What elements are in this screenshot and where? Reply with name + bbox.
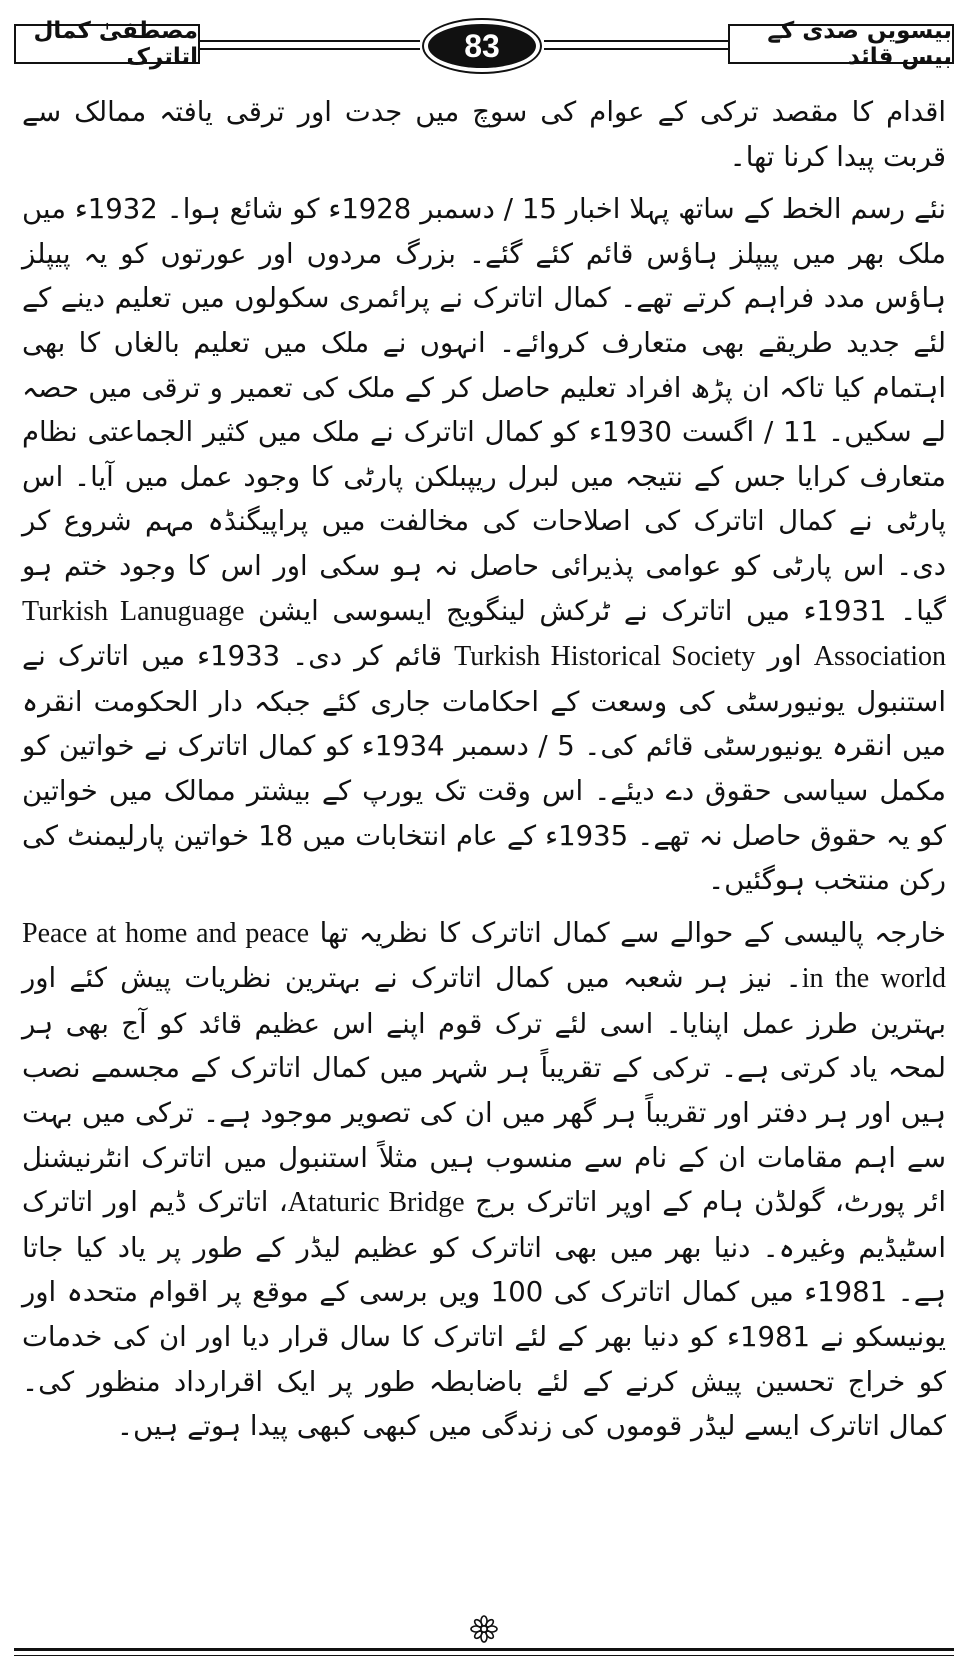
flower-ornament-icon [469, 1614, 499, 1644]
header-rule-left-bottom [200, 48, 420, 50]
book-title: بیسویں صدی کے بیس قائد [728, 24, 954, 64]
header-rule-right-bottom [544, 48, 728, 50]
text-segment: قائم کر دی۔ 1933ء میں اتاترک نے استنبول یونیورسٹی کی وسعت کے احکامات جاری کئے جبکہ دار الحکومت انقرہ میں انقرہ یونیورسٹی قائم کی۔ 5 / دسمبر 1934ء کو کمال اتاترک نے خواتین کو مکمل سیاسی حقوق دے دیئے۔ اس وقت تک یورپ کے بیشتر ممالک میں خواتین کو یہ حقوق حاصل نہ تھے۔ 1935ء کے عام انتخابات میں 18 خواتین پارلیمنٹ کی رکن منتخب ہوگئیں۔ [22, 640, 946, 897]
text-segment: نئے رسم الخط کے ساتھ پہلا اخبار 15 / دسمبر 1928ء کو شائع ہوا۔ 1932ء میں ملک بھر میں پیپلز ہاؤس قائم کئے گئے۔ بزرگ مردوں اور عورتوں کو یہ پیپلز ہاؤس مدد فراہم کرتے تھے۔ کمال اتاترک نے پرائمری سکولوں میں تعلیم دینے کے لئے جدید طریقے بھی متعارف کروائے۔ انہوں نے ملک میں تعلیم بالغاں کا بھی اہتمام کیا تاکہ ان پڑھ افراد تعلیم حاصل کر کے ملک کی تعمیر و ترقی میں حصہ لے سکیں۔ 11 / اگست 1930ء کو کمال اتاترک نے ملک میں کثیر الجماعتی نظام متعارف کرایا جس کے نتیجہ میں لبرل ریپبلکن پارٹی کا وجود عمل میں آیا۔ اس پارٹی نے کمال اتاترک کی اصلاحات کی مخالفت میں پراپیگنڈہ مہم شروع کر دی۔ اس پارٹی کو عوامی پذیرائی حاصل نہ ہو سکی اور اس کا وجود ختم ہو گیا۔ 1931ء میں اتاترک نے ٹرکش لینگویج ایسوسی ایشن [22, 193, 947, 627]
english-term: Ataturic Bridge [287, 1187, 465, 1219]
paragraph [22, 187, 946, 903]
footer-rule-thin [14, 1655, 954, 1656]
chapter-title: مصطفیٰ کمال اتاترک [14, 24, 200, 64]
header-rule-right-top [544, 40, 728, 42]
footer-rule-thick [14, 1648, 954, 1651]
text-segment: اقدام کا مقصد ترکی کے عوام کی سوچ میں جدت اور ترقی یافتہ ممالک سے قربت پیدا کرنا تھا۔ [22, 96, 946, 173]
text-segment: ۔ نیز ہر شعبہ میں کمال اتاترک نے بہترین نظریات پیش کئے اور بہترین طرز عمل اپنایا۔ اسی لئے ترک قوم اپنے اس عظیم قائد کو آج بھی ہر لمحہ یاد کرتی ہے۔ ترکی کے تقریباً ہر شہر میں کمال اتاترک کے مجسمے نصب ہیں اور ہر دفتر اور تقریباً ہر گھر میں ان کی تصویر موجود ہے۔ ترکی میں بہت سے اہم مقامات ان کے نام سے منسوب ہیں مثلاً استنبول میں اتاترک انٹرنیشنل ائر پورٹ، گولڈن ہام کے اوپر اتاترک برج [22, 962, 946, 1219]
body-text [22, 90, 946, 1449]
text-segment: اور [755, 640, 814, 673]
english-term: Turkish Lanuguage Association [22, 595, 946, 673]
text-segment: ، اتاترک ڈیم اور اتاترک اسٹیڈیم وغیرہ۔ دنیا بھر میں بھی اتاترک کو عظیم لیڈر کے طور پر یاد کیا جاتا ہے۔ 1981ء میں کمال اتاترک کی 100 ویں برسی کے موقع پر اقوام متحدہ اور یونیسکو نے 1981ء کو دنیا بھر کے لئے اتاترک کا سال قرار دیا اور ان کی خدمات کو خراج تحسین پیش کرنے کے لئے باضابطہ طور پر ایک اقرارداد منظور کی۔ کمال اتاترک ایسے لیڈر قوموں کی زندگی میں کبھی کبھی پیدا ہوتے ہیں۔ [22, 1186, 946, 1443]
page-number: 83 [420, 20, 544, 72]
english-term: Turkish Historical Society [454, 641, 756, 673]
english-term: Peace at home and peace in the world [22, 917, 947, 995]
paragraph [22, 911, 946, 1449]
header-rule-left-top [200, 40, 420, 42]
paragraph [22, 90, 946, 179]
text-segment: خارجہ پالیسی کے حوالے سے کمال اتاترک کا نظریہ تھا [309, 916, 946, 949]
page-header [14, 14, 954, 76]
